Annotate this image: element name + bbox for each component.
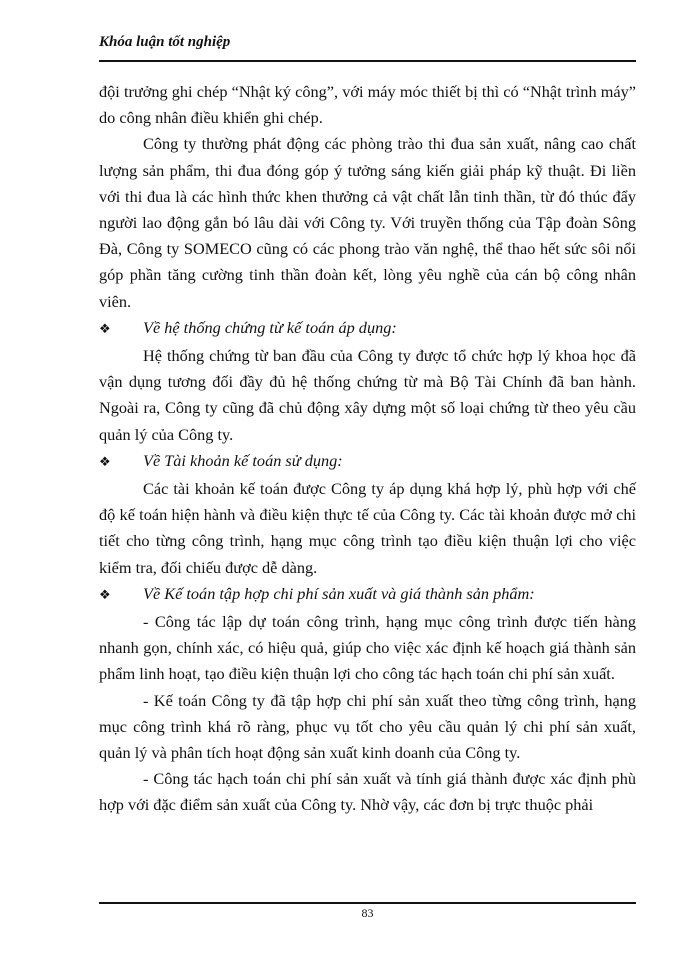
paragraph-4: Các tài khoản kế toán được Công ty áp dụng khá hợp lý, phù hợp với chế độ kế toán hiện hành và điều kiện thực tế của Công ty. Các tài khoản được mở chi tiết cho từng công trình, hạng mục công trình tạo điều kiện thuận lợi cho việc kiểm tra, đối chiếu được dễ dàng.: [99, 479, 636, 577]
paragraph-7: - Công tác hạch toán chi phí sản xuất và tính giá thành được xác định phù hợp với đặc điểm sản xuất của Công ty. Nhờ vậy, các đơn bị trực thuộc phải: [99, 769, 636, 815]
paragraph-2: Công ty thường phát động các phòng trào thi đua sản xuất, nâng cao chất lượng sản phẩm, thi đua đóng góp ý tưởng sáng kiến giải pháp kỹ thuật. Đi liền với thi đua là các hình thức khen thưởng cả vật chất lẫn tinh thần, từ đó thúc đẩy người lao động gắn bó lâu dài với Công ty. Với truyền thống của Tập đoàn Sông Đà, Công ty SOMECO cũng có các phong trào văn nghệ, thể thao hết sức sôi nổi góp phần tăng cường tinh thần đoàn kết, lòng yêu nghề của cán bộ công nhân viên.: [99, 134, 636, 311]
footer-rule: [99, 902, 636, 904]
paragraph-6: - Kế toán Công ty đã tập hợp chi phí sản xuất theo từng công trình, hạng mục công trình khá rõ ràng, phục vụ tốt cho yêu cầu quản lý chi phí sản xuất, quản lý và phân tích hoạt động sản xuất kinh doanh của Công ty.: [99, 690, 636, 763]
paragraph-1: đội trưởng ghi chép “Nhật ký công”, với máy móc thiết bị thì có “Nhật trình máy” do công nhân điều khiển ghi chép.: [99, 82, 636, 128]
section-heading-2: [99, 448, 636, 476]
diamond-bullet-icon: ❖: [99, 321, 111, 337]
section-heading-text: Về hệ thống chứng từ kế toán áp dụng:: [143, 317, 397, 337]
section-heading-text: Về Kế toán tập hợp chi phí sản xuất và giá thành sản phẩm:: [143, 583, 535, 603]
diamond-bullet-icon: ❖: [99, 454, 111, 470]
section-heading-3: [99, 581, 636, 609]
diamond-bullet-icon: ❖: [99, 587, 111, 603]
paragraph-3: Hệ thống chứng từ ban đầu của Công ty được tổ chức hợp lý khoa học đã vận dụng tương đối đầy đủ hệ thống chứng từ mà Bộ Tài Chính đã ban hành. Ngoài ra, Công ty cũng đã chủ động xây dựng một số loại chứng từ theo yêu cầu quản lý của Công ty.: [99, 346, 636, 444]
section-heading-1: [99, 315, 636, 343]
running-header: Khóa luận tốt nghiệp: [99, 34, 231, 50]
paragraph-5: - Công tác lập dự toán công trình, hạng mục công trình được tiến hàng nhanh gọn, chính xác, có hiệu quả, giúp cho việc xác định kế hoạch giá thành sản phẩm linh hoạt, tạo điều kiện thuận lợi cho công tác hạch toán chi phí sản xuất.: [99, 612, 636, 684]
section-heading-text: Về Tài khoản kế toán sử dụng:: [143, 450, 343, 470]
header-rule: [99, 60, 636, 62]
page-number: 83: [361, 906, 374, 920]
page-body: [99, 79, 636, 819]
